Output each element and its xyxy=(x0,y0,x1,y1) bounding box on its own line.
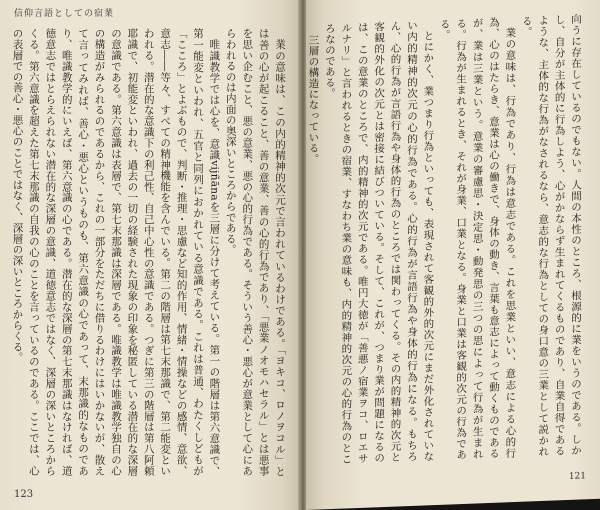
left-paragraph-2: 唯識教学では心を、意識vijñānaを三層に分けて考えている。第一の階層は第六意識で、第一能変といわれ、五官と同列におかれている意識である。これは普通、わたくしどもが「こころ」とよぶもので、判断・推理・思慮など知的作用、情緒・情操などの感情、意欲、意志――等々、すべての精神機能を含んでいる。第二の階層は第七末那識で、第二能変といわれる。潜在的な意識下の利己性、自己中心性の意識である。つぎに第三の階層は第八阿頼耶識で、初能変といわれ、過去の一切の経験された現象の印象を秘匿している潜在的な深層の意識である。第六意識は表層で、第七末那識は深層である。唯識教学は唯識教学独自の心の構造がみられるのであるから、これの一部分をただちに借りるわけにはいかないが、散えて言ってみれば、善心・悪心というものも、第六意識の心であって、末那識的なものであり、唯識教学的にいえば、第六意識の心である。潜在的な深層の第七末那識はなければ、道徳意志ではとらえられない潜在的な深層の意識、道徳意志ではなく、深層の深いところからくる。第六意識を超えた第七末那識の自我の心のことを言っているのである。ここでは、心の表層での善心・悪心のことではなく、深層の深いところからくる。 xyxy=(11,28,221,476)
running-header: 信仰言語としての宿業 xyxy=(14,9,115,19)
right-page xyxy=(306,0,600,510)
right-paragraph-2: 業の意味は、行為であり、行為は意志である。これを思業といい、意志による心的行為、心のはたらき、意業は心の働きで、身体の動き、言葉も意志によって動くものであるが、業は三業という。意業の審慮思・決定思・動発思の三つの思によって行為が生まれる。行為が生まれるとき、それが身業、口業となる。身業と口業は客観的次元の行為である。 xyxy=(438,16,517,461)
right-body-text xyxy=(307,13,584,465)
left-page-number: 123 xyxy=(14,489,34,500)
left-body-text xyxy=(12,28,288,476)
right-paragraph-3: とにかく、業つまり行為といっても、表現されて客観的外的次元にまだ外化されていない内的精神的次元の心的行為である。心的行為が言語行為や身体的行為になる。もちろん、心的行為が言語行為や身体的行為のところでは関わってくる。その内的精神的次元と客観的外化の次元とは密接に結びついている。そして、これが、つまり業が問題になるのは、この意業のところで、内的精神的次元である。唯円大徳が「善悪ノ宿業ヲコ、ロエサルナリ」と言われるときの宿業、すなわち業の意味も、内的精神的次元の心的行為のところなのである。 xyxy=(323,19,435,465)
right-paragraph-4: 三層の構造になっている。 xyxy=(307,33,320,165)
right-paragraph-1: 向うに存在しているのでもない。人間の本性のところ、根源的に業をいうのである。しかし、自分が主体的に行為しよう、心がかならず生まれてくるものであり、自業自得であるような、主体的な行為がなされるなら、意志的な行為としての身口意の三業として説かれる。 xyxy=(520,13,582,458)
right-page-number: 121 xyxy=(568,471,586,482)
left-paragraph-1: 業の意味は、この内的精神的次元で言われているわけである。「ヨキコ、ロノヲコル」とは善の心が起こること、善の意業、善の心的行為であり、「悪業ノオモハセラル」とは悪事を思い企むこと、悪の意業、悪の心的行為である。そういう善心・悪心が意業として心にあらわれるのは内面の奥深いところからである。 xyxy=(224,28,286,476)
